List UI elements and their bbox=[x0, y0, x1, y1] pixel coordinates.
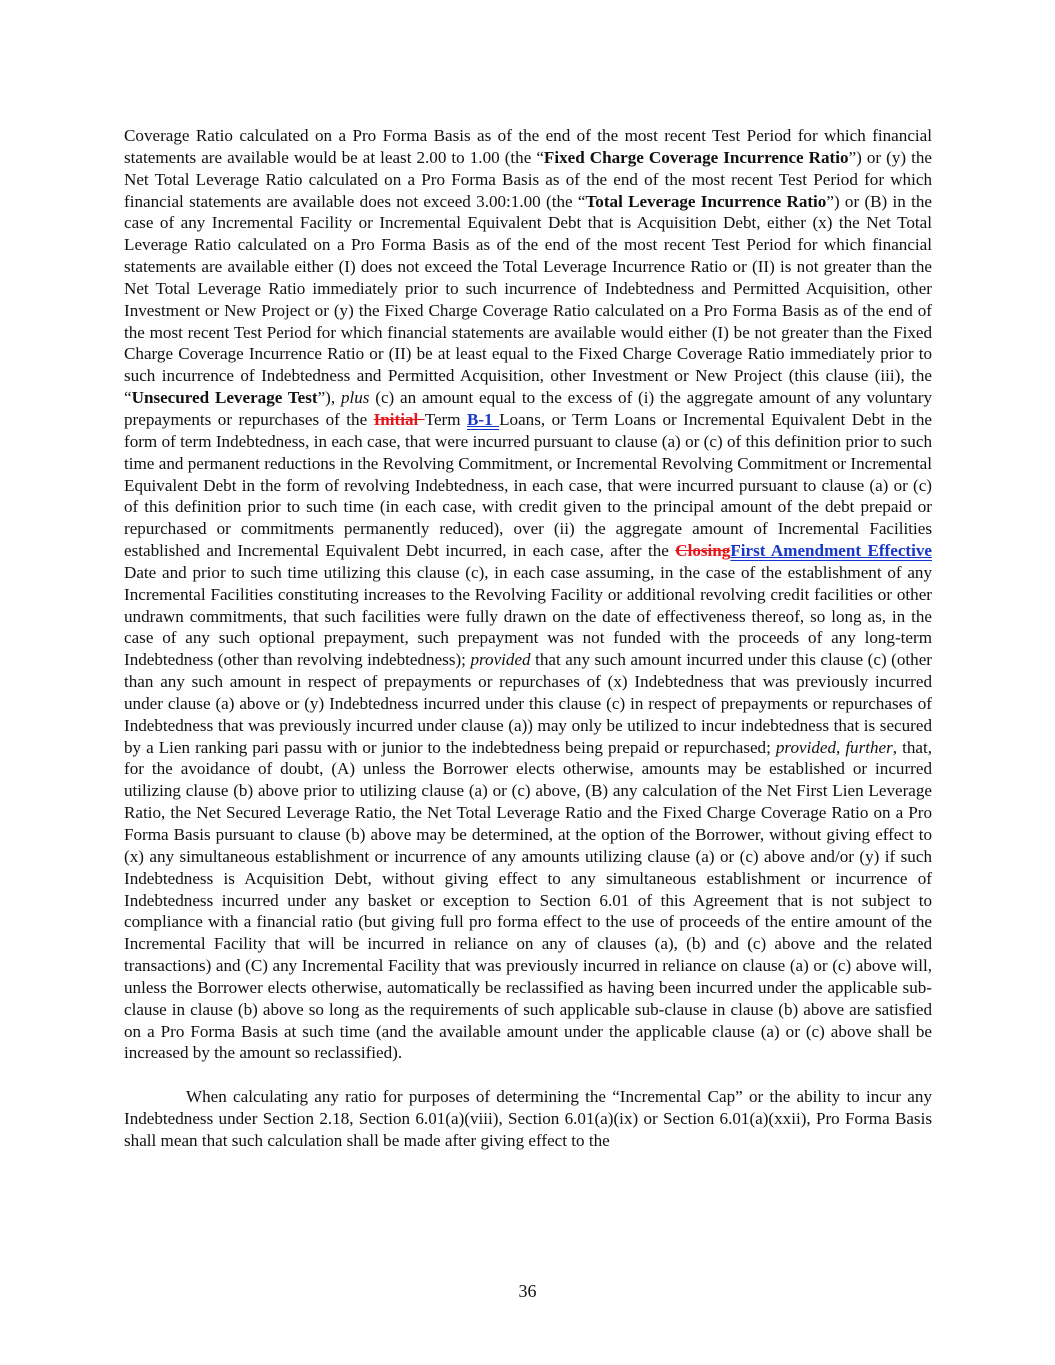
text-run: , bbox=[836, 737, 846, 757]
text-run: When calculating any ratio for purposes of determining the “Incremental Cap” or the ability to incur any Indebtedness under Section 2.18, Section 6.01(a)(viii), Section 6.01(a)(ix) or Section 6.01(a)(xxii), Pro Forma Basis shall mean that such calculation shall be made after giving effect to the bbox=[124, 1087, 932, 1150]
text-run: ”) or (y) the Net Total Leverage Ratio calculated on a Pro Forma Basis as of the end of the most recent Test Period for which financial statements are available does not exceed 3.00:1.00 (the “ bbox=[124, 147, 932, 211]
italic-term: provided bbox=[775, 737, 837, 757]
italic-term: further bbox=[845, 737, 893, 757]
text-run: ”) or (B) in the case of any Incremental Facility or Incremental Equivalent Debt that is Acquisition Debt, either (x) the Net Total Leverage Ratio calculated on a Pro Forma Basis as of the end of the most recent Test Period for which financial statements are available either (I) does not exceed the Total Leverage Incurrence Ratio or (II) is not greater than the Net Total Leverage Ratio immediately prior to such incurrence of Indebtedness and Permitted Acquisition, other Investment or New Project or (y) the Fixed Charge Coverage Ratio calculated on a Pro Forma Basis as of the end of the most recent Test Period for which financial statements are available would either (I) be not greater than the Fixed Charge Coverage Incurrence Ratio or (II) be at least equal to the Fixed Charge Coverage Ratio immediately prior to such incurrence of Indebtedness and Permitted Acquisition, other Investment or New Project (this clause (iii), the “ bbox=[124, 191, 932, 408]
document-page bbox=[124, 125, 932, 1152]
text-run: that any such amount incurred under this clause (c) (other than any such amount in respect of prepayments or repurchases of (x) Indebtedness that was previously incurred under clause (a) above or (y) Indebtedness incurred under this clause (c) in respect of prepayments or repurchases of Indebtedness that was previously incurred under clause (a)) may only be utilized to incur indebtedness that is secured by a Lien ranking pari passu with or junior to the indebtedness being prepaid or repurchased; bbox=[124, 650, 932, 757]
deleted-text: Closing bbox=[675, 541, 731, 561]
defined-term: Unsecured Leverage Test bbox=[131, 388, 318, 408]
text-run: Date and prior to such time utilizing this clause (c), in each case assuming, in the case of the establishment of any Incremental Facilities constituting increases to the Revolving Facility or additional revolving credit facilities or other undrawn commitments, that such facilities were fully drawn on the date of effectiveness thereof, so long as, in the case of any such optional prepayment, such prepayment was not funded with the proceeds of any long-term Indebtedness (other than revolving indebtedness); bbox=[124, 562, 932, 670]
text-run: Loans, or Term Loans or Incremental Equivalent Debt in the form of term Indebtedness, in each case, that were incurred pursuant to clause (a) or (c) of this definition prior to such time and permanent reductions in the Revolving Commitment, or Incremental Revolving Commitment or Incremental Equivalent Debt in the form of revolving Indebtedness, in each case, that were incurred pursuant to clause (a) or (c) of this definition prior to such time (in each case, with credit given to the principal amount of the debt prepaid or repurchased or commitments permanently reduced), over (ii) the aggregate amount of Incremental Facilities established and Incremental Equivalent Debt incurred, in each case, after the bbox=[124, 409, 932, 561]
inserted-text: B-1 bbox=[466, 409, 500, 429]
defined-term: Total Leverage Incurrence Ratio bbox=[585, 191, 827, 211]
italic-term: plus bbox=[340, 388, 370, 408]
inserted-text: First Amendment Effective bbox=[730, 541, 932, 561]
deleted-text: Initial bbox=[373, 409, 425, 429]
text-run: Coverage Ratio calculated on a Pro Forma Basis as of the end of the most recent Test Period for which financial statements are available would be at least 2.00 to 1.00 (the “ bbox=[124, 126, 932, 167]
body-paragraph-1 bbox=[124, 125, 932, 1064]
page-number: 36 bbox=[518, 1281, 537, 1301]
text-run: ”), bbox=[317, 388, 341, 408]
defined-term: Fixed Charge Coverage Incurrence Ratio bbox=[543, 147, 849, 167]
italic-term: provided bbox=[470, 650, 531, 670]
body-paragraph-2 bbox=[124, 1086, 932, 1152]
text-run: , that, for the avoidance of doubt, (A) unless the Borrower elects otherwise, amounts may be established or incurred utilizing clause (b) above prior to utilizing clause (a) or (c) above, (B) any calculation of the Net First Lien Leverage Ratio, the Net Secured Leverage Ratio, the Net Total Leverage Ratio and the Fixed Charge Coverage Ratio on a Pro Forma Basis pursuant to clause (b) above may be determined, at the option of the Borrower, without giving effect to (x) any simultaneous establishment or incurrence of any amounts utilizing clause (a) or (c) above and/or (y) if such Indebtedness is Acquisition Debt, without giving effect to any simultaneous establishment or incurrence of Indebtedness incurred under any basket or exception to Section 6.01 of this Agreement that is not subject to compliance with a financial ratio (but giving full pro forma effect to the use of proceeds of the entire amount of the Incremental Facility that will be incurred in reliance on any of clauses (a), (b) and (c) above and the related transactions) and (C) any Incremental Facility that was previously incurred in reliance on clause (a) or (c) above will, unless the Borrower elects otherwise, automatically be reclassified as having been incurred under the applicable sub-clause in clause (b) above so long as the requirements of such applicable sub-clause in clause (b) above are satisfied on a Pro Forma Basis at such time (and the available amount under the applicable clause (a) or (c) above shall be increased by the amount so reclassified). bbox=[124, 737, 932, 1063]
text-run: (c) an amount equal to the excess of (i) the aggregate amount of any voluntary prepayments or repurchases of the bbox=[124, 388, 932, 429]
text-run: Term bbox=[424, 409, 467, 429]
